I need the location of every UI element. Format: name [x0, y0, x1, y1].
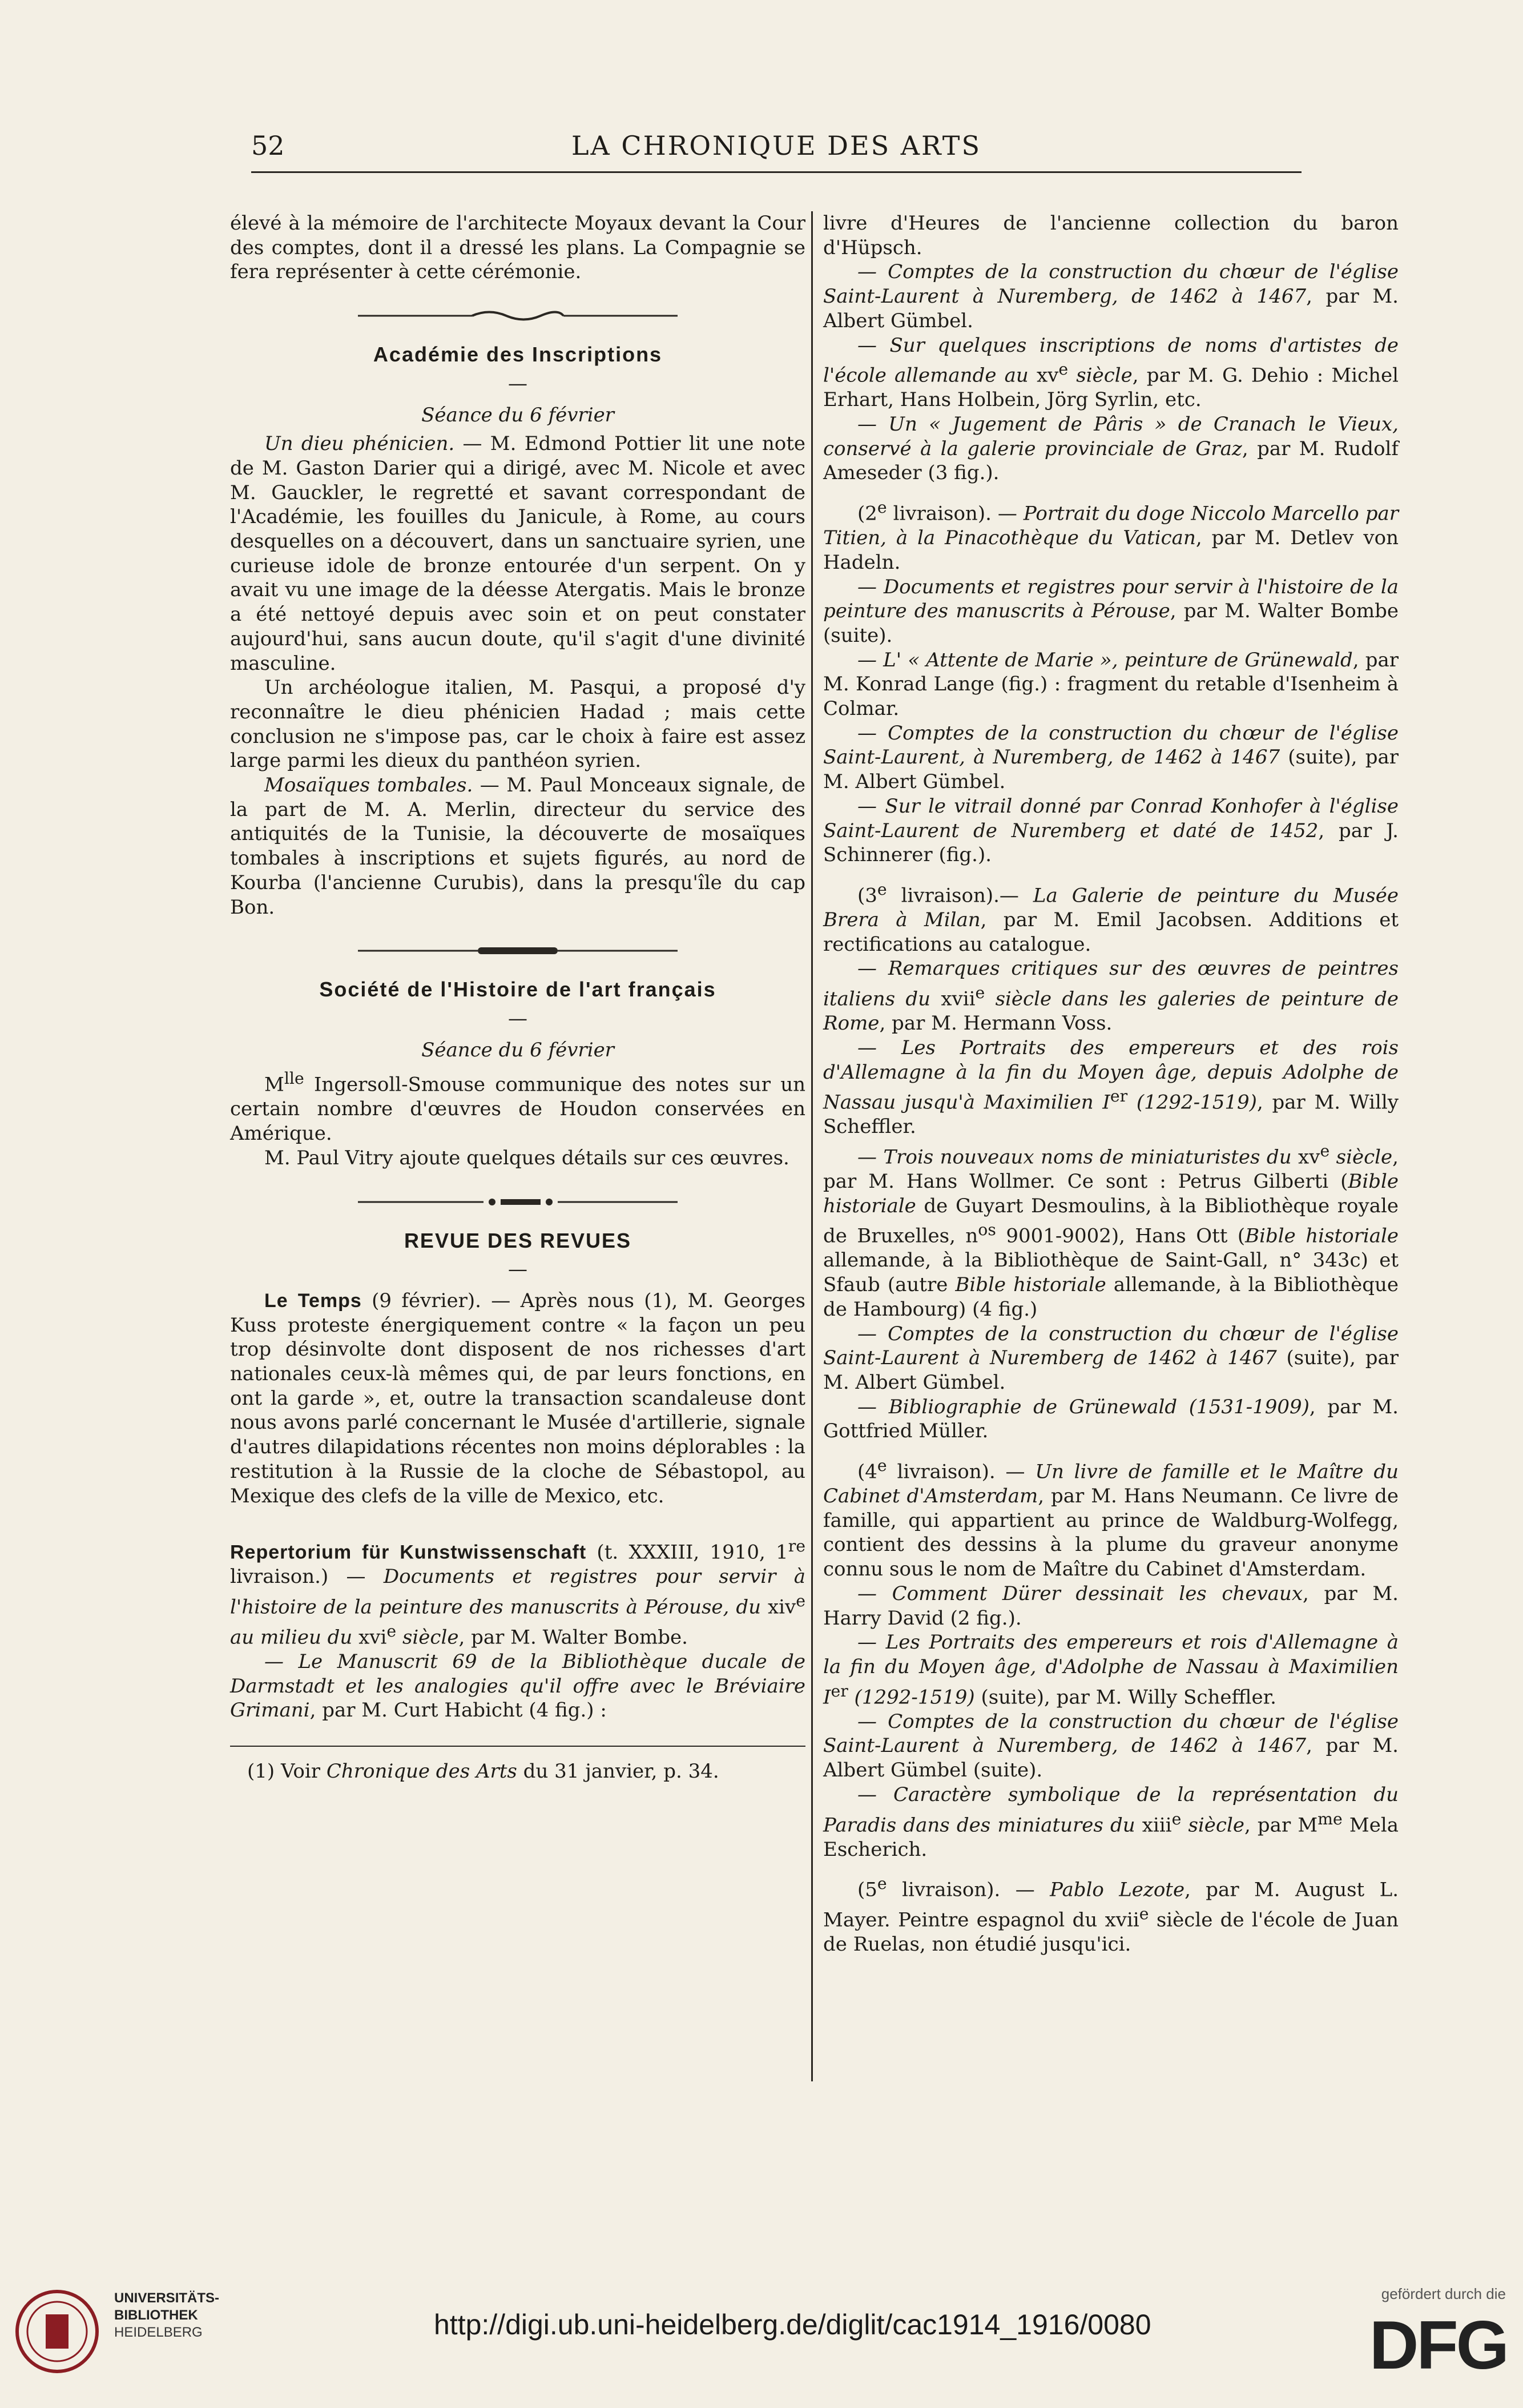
- ornament-divider: [358, 942, 678, 959]
- superscript: e: [877, 879, 887, 899]
- paragraph-text: xvii: [930, 987, 976, 1011]
- paragraph-text: , par M. Albert Gümbel (suite).: [823, 1734, 1399, 1782]
- paragraph: [823, 794, 1399, 867]
- section-title-revue: REVUE DES REVUES: [404, 1228, 632, 1252]
- paragraph: [230, 1289, 805, 1508]
- article-title: siècle: [1329, 1145, 1393, 1169]
- superscript: e: [1171, 1809, 1182, 1828]
- paragraph: [823, 648, 1399, 721]
- paragraph-text: (4: [857, 1460, 877, 1484]
- paragraph-text: , par M. Hans Neumann. Ce livre de famille, qui appartient au prince de Waldburg-Wolfegg, contient des dessins à la plume du graveur anonyme connu sous le nom de Maître du Cabinet d'Amsterdam.: [823, 1485, 1399, 1581]
- paragraph: [823, 1630, 1399, 1709]
- superscript: os: [978, 1220, 996, 1240]
- library-name-line: UNIVERSITÄTS-: [114, 2290, 220, 2306]
- paragraph-text: de Guyart Desmoulins, à la Bibliothèque royale de Bruxelles, n: [823, 1194, 1399, 1248]
- paragraph-text: Ingersoll-Smouse communique des notes sur un certain nombre d'œuvres de Houdon conservées en Amérique.: [230, 1073, 805, 1145]
- paragraph: [823, 496, 1399, 574]
- dash-separator: —: [508, 1007, 527, 1030]
- paragraph-text: , par M. Hermann Voss.: [879, 1012, 1113, 1035]
- paragraph-text: xvi: [352, 1626, 387, 1649]
- session-date: Séance du 6 février: [421, 1038, 614, 1062]
- paragraph-text: xiii: [1135, 1813, 1172, 1836]
- paragraph: [823, 333, 1399, 412]
- article-title: — Un « Jugement de Pâris » de Cranach le Vieux, conservé à la galerie provinciale de Graz: [823, 412, 1399, 460]
- paragraph: [823, 412, 1399, 485]
- paragraph-text: , par M. Curt Habicht (4 fig.) :: [309, 1699, 607, 1722]
- paragraph-text: , par M. Emil Jacobsen. Additions et rectifications au catalogue.: [823, 908, 1399, 956]
- paragraph-text: 9001-9002), Hans Ott (: [996, 1224, 1246, 1248]
- superscript: e: [1320, 1141, 1330, 1160]
- superscript: e: [975, 983, 985, 1003]
- paragraph: [230, 773, 805, 919]
- article-title: — Les Portraits des empereurs et des rois d'Allemagne à la fin du Moyen âge, depuis Adolphe de Nassau jusqu'à Maximilien I: [823, 1036, 1399, 1114]
- paragraph-text: xv: [1291, 1145, 1320, 1169]
- paragraph: Un archéologue italien, M. Pasqui, a proposé d'y reconnaître le dieu phénicien Hadad ; mais cette conclusion ne s'impose pas, car le choix à faire est assez large parmi les dieux du panthéon syrien.: [230, 676, 805, 773]
- paragraph: [823, 260, 1399, 333]
- journal-name: Repertorium für Kunstwissenschaft: [230, 1541, 587, 1563]
- paragraph: [823, 721, 1399, 794]
- paragraph-text: , par M. Gottfried Müller.: [823, 1395, 1399, 1443]
- paragraph: [823, 878, 1399, 956]
- article-title: — Documents et registres pour servir à l'histoire de la peinture des manuscrits à Pérouse: [823, 575, 1399, 623]
- paragraph: [823, 1454, 1399, 1582]
- superscript: e: [796, 1591, 805, 1610]
- paragraph-text: siècle de l'école de Juan de Ruelas, non étudié jusqu'ici.: [823, 1908, 1399, 1956]
- superscript: er: [1110, 1087, 1128, 1106]
- article-title: — L' « Attente de Marie », peinture de Grünewald: [857, 648, 1353, 672]
- article-title: — Sur quelques inscriptions de noms d'artistes de l'école allemande au: [823, 333, 1399, 387]
- superscript: e: [877, 1874, 887, 1894]
- article-title: — Comptes de la construction du chœur de l'église Saint-Laurent à Nuremberg de 1462 à 1467: [823, 1322, 1399, 1370]
- article-title: Un livre de famille et le Maître du Cabinet d'Amsterdam: [823, 1460, 1399, 1508]
- paragraph-text: , par M. Willy Scheffler.: [823, 1091, 1399, 1139]
- paragraph-text: , par M. August L. Mayer. Peintre espagnol du: [823, 1878, 1399, 1932]
- paragraph-text: allemande, à la Bibliothèque de Hambourg) (4 fig.): [823, 1273, 1399, 1321]
- article-title: siècle dans les galeries de peinture de Rome: [823, 987, 1399, 1035]
- funded-by-label: gefördert durch die: [1381, 2285, 1506, 2302]
- paragraph-text: xv: [1028, 364, 1059, 387]
- paragraph: M. Paul Vitry ajoute quelques détails sur ces œuvres.: [264, 1146, 789, 1169]
- article-title: siècle: [1181, 1813, 1244, 1836]
- dash-separator: —: [508, 372, 527, 395]
- section-title-academie: Académie des Inscriptions: [373, 343, 663, 367]
- superscript: e: [877, 498, 887, 517]
- superscript: e: [386, 1622, 397, 1641]
- lead-title: Mosaïques tombales.: [264, 774, 473, 797]
- paragraph: élevé à la mémoire de l'architecte Moyaux devant la Cour des comptes, dont il a dressé les plans. La Compagnie se fera représenter à cette cérémonie.: [230, 212, 805, 284]
- paragraph: [230, 1650, 805, 1723]
- source-url-link[interactable]: http://digi.ub.uni-heidelberg.de/diglit/cac1914_1916/0080: [434, 2309, 1151, 2341]
- paragraph-text: , par M. Rudolf Ameseder (3 fig.).: [823, 437, 1399, 485]
- paragraph-text: (t. XXXIII, 1910, 1: [586, 1541, 788, 1564]
- superscript: e: [1058, 360, 1069, 379]
- paragraph-text: livraison). —: [887, 1878, 1050, 1902]
- paragraph: [230, 1067, 805, 1145]
- paragraph: [823, 1872, 1399, 1957]
- library-name-line: BIBLIOTHEK: [114, 2308, 198, 2323]
- superscript: e: [877, 1456, 887, 1476]
- paragraph-text: , par M. Detlev von Hadeln.: [823, 526, 1399, 574]
- library-name: [114, 2290, 320, 2341]
- paragraph-text: , par M. Walter Bombe (suite).: [823, 600, 1399, 647]
- article-title: siècle: [1068, 364, 1133, 387]
- page-header: [251, 130, 1302, 170]
- paragraph-text: (suite), par M. Albert Gümbel.: [823, 746, 1399, 794]
- paragraph: [823, 956, 1399, 1035]
- paragraph-text: (3: [857, 884, 877, 907]
- article-title: — Comptes de la construction du chœur de l'église Saint-Laurent, à Nuremberg, de 1462 à 1467: [823, 721, 1399, 769]
- paragraph: [823, 1139, 1399, 1322]
- article-title: Bible historiale: [1245, 1224, 1399, 1248]
- article-title: Portrait du doge Niccolo Marcello par Titien, à la Pinacothèque du Vatican: [823, 502, 1399, 550]
- paragraph-text: livraison). —: [887, 1460, 1036, 1484]
- paragraph: [823, 1395, 1399, 1444]
- dfg-logo: DFG: [1369, 2307, 1507, 2383]
- paragraph-text: — M. Paul Monceaux signale, de la part de M. A. Merlin, directeur du service des antiquités de la Tunisie, la découverte de mosaïques tombales à inscriptions et sujets figurés, au nord de Kourba (l'ancienne Curubis), dans la presqu'île du cap Bon.: [230, 774, 805, 919]
- ornament-divider: [358, 1193, 678, 1211]
- column-divider: [811, 211, 813, 2081]
- article-title: La Galerie de peinture du Musée Brera à Milan: [823, 884, 1399, 931]
- lead-title: Un dieu phénicien.: [264, 432, 455, 456]
- article-title: — Comptes de la construction du chœur de l'église Saint-Laurent à Nuremberg, de 1462 à 1467: [823, 1710, 1399, 1758]
- paragraph-text: (9 février). — Après nous (1), M. Georges Kuss proteste énergiquement contre « la façon un peu trop désinvolte dont disposent de nos richesses d'art nationales ceux-là mêmes qui, de par leurs fonctions, en ont la garde », et, outre la transaction scandaleuse dont nous avons parlé concernant le Musée d'artillerie, signale d'autres dilapidations récentes non moins déplorables : la restitution à la Russie de la cloche de Sébastopol, au Mexique des clefs de la ville de Mexico, etc.: [230, 1289, 806, 1507]
- paragraph-text: (suite), par M. Albert Gümbel.: [823, 1346, 1399, 1394]
- paragraph-text: , par M. G. Dehio : Michel Erhart, Hans Holbein, Jörg Syrlin, etc.: [823, 364, 1399, 412]
- paragraph-text: (suite), par M. Willy Scheffler.: [974, 1686, 1276, 1709]
- superscript: me: [1317, 1809, 1343, 1828]
- paragraph-text: , par M. Harry David (2 fig.).: [823, 1582, 1399, 1630]
- running-title: LA CHRONIQUE DES ARTS: [571, 130, 981, 161]
- article-title: — Comptes de la construction du chœur de l'église Saint-Laurent à Nuremberg, de 1462 à 1467: [823, 260, 1399, 308]
- paragraph-text: , par M. Albert Gümbel.: [823, 285, 1399, 332]
- paragraph: [823, 1710, 1399, 1783]
- paragraph-text: xiv: [760, 1595, 796, 1619]
- article-title: — Les Portraits des empereurs et rois d'Allemagne à la fin du Moyen âge, d'Adolphe de Nassau à Maximilien I: [823, 1631, 1399, 1709]
- paragraph-text: (5: [857, 1878, 877, 1902]
- library-name-line: HEIDELBERG: [114, 2325, 203, 2340]
- article-title: Pablo Lezote: [1050, 1878, 1185, 1902]
- paragraph-text: livraison.) —: [230, 1565, 384, 1589]
- paragraph-text: Mela Escherich.: [823, 1813, 1399, 1861]
- paragraph: [823, 1036, 1399, 1139]
- paragraph: [230, 432, 805, 676]
- article-title: Documents et registres pour servir à l'histoire de la peinture des manuscrits à Pérouse, du: [230, 1565, 806, 1619]
- paragraph-text: , par J. Schinnerer (fig.).: [823, 819, 1399, 867]
- article-title: Chronique des Arts: [326, 1760, 517, 1783]
- paragraph-text: (1) Voir: [247, 1760, 327, 1783]
- superscript: re: [788, 1537, 805, 1556]
- paragraph: [823, 1322, 1399, 1395]
- paragraph-text: , par M. Konrad Lange (fig.) : fragment du retable d'Isenheim à Colmar.: [823, 648, 1399, 721]
- article-title: — Caractère symbolique de la représentation du Paradis dans des miniatures du: [823, 1783, 1399, 1836]
- superscript: e: [1139, 1904, 1149, 1924]
- paragraph-text: , par M: [1244, 1813, 1318, 1836]
- article-title: — Le Manuscrit 69 de la Bibliothèque ducale de Darmstadt et les analogies qu'il offre avec le Bréviaire Grimani: [230, 1650, 805, 1722]
- article-title: au milieu du: [230, 1626, 353, 1649]
- dash-separator: —: [508, 1258, 527, 1281]
- ornament-divider: [358, 307, 678, 324]
- footnote: [230, 1759, 805, 1784]
- paragraph-text: livraison).—: [887, 884, 1033, 907]
- article-title: — Comment Dürer dessinait les chevaux: [857, 1582, 1303, 1605]
- paragraph-text: , par M. Hans Wollmer. Ce sont : Petrus Gilberti (: [823, 1145, 1399, 1193]
- session-date: Séance du 6 février: [421, 403, 614, 427]
- article-title: (1292-1519): [1127, 1091, 1257, 1114]
- paragraph-text: xvii: [1097, 1908, 1139, 1932]
- left-column: [230, 211, 805, 1784]
- article-title: — Remarques critiques sur des œuvres de peintres italiens du: [823, 957, 1399, 1011]
- paragraph: [823, 575, 1399, 648]
- paragraph-text: , par M. Walter Bombe.: [458, 1626, 688, 1649]
- paragraph: [230, 1534, 805, 1650]
- superscript: er: [831, 1681, 848, 1701]
- page-number: 52: [251, 130, 285, 161]
- section-title-societe: Société de l'Histoire de l'art français: [319, 978, 716, 1002]
- digitization-footer: [0, 2273, 1523, 2408]
- superscript: lle: [284, 1069, 304, 1088]
- paragraph-text: du 31 janvier, p. 34.: [517, 1760, 719, 1783]
- article-title: Bible historiale: [823, 1169, 1399, 1217]
- right-column: [823, 211, 1399, 1957]
- article-title: siècle: [396, 1626, 459, 1649]
- article-title: — Trois nouveaux noms de miniaturistes du: [857, 1145, 1292, 1169]
- paragraph: livre d'Heures de l'ancienne collection du baron d'Hüpsch.: [823, 212, 1399, 259]
- paragraph: [823, 1783, 1399, 1862]
- journal-name: Le Temps: [264, 1289, 362, 1312]
- article-title: Bible historiale: [955, 1273, 1106, 1297]
- header-rule: [251, 171, 1302, 173]
- paragraph-text: (2: [857, 502, 877, 525]
- university-seal-icon: [14, 2289, 100, 2374]
- article-title: — Sur le vitrail donné par Conrad Konhofer à l'église Saint-Laurent de Nuremberg et daté de 1452: [823, 794, 1399, 842]
- paragraph: [823, 1582, 1399, 1630]
- paragraph-text: — M. Edmond Pottier lit une note de M. Gaston Darier qui a dirigé, avec M. Nicole et avec M. Gauckler, le regretté et savant correspondant de l'Académie, les fouilles du Janicule, à Rome, au cours desquelles on a découvert, dans un sanctuaire syrien, une curieuse idole de bronze entourée d'un serpent. On y avait vu une image de la déesse Atergatis. Mais le bronze a été nettoyé depuis avec soin et on peut constater aujourd'hui, sans aucun doute, qu'il s'agit d'une divinité masculine.: [230, 432, 805, 675]
- paragraph-text: M: [264, 1073, 284, 1096]
- article-title: (1292-1519): [848, 1686, 975, 1709]
- footnote-rule: [230, 1746, 805, 1747]
- paragraph-text: allemande, à la Bibliothèque de Saint-Gall, n° 343c) et Sfaub (autre: [823, 1249, 1399, 1297]
- paragraph-text: livraison). —: [887, 502, 1024, 525]
- article-title: — Bibliographie de Grünewald (1531-1909): [857, 1395, 1310, 1418]
